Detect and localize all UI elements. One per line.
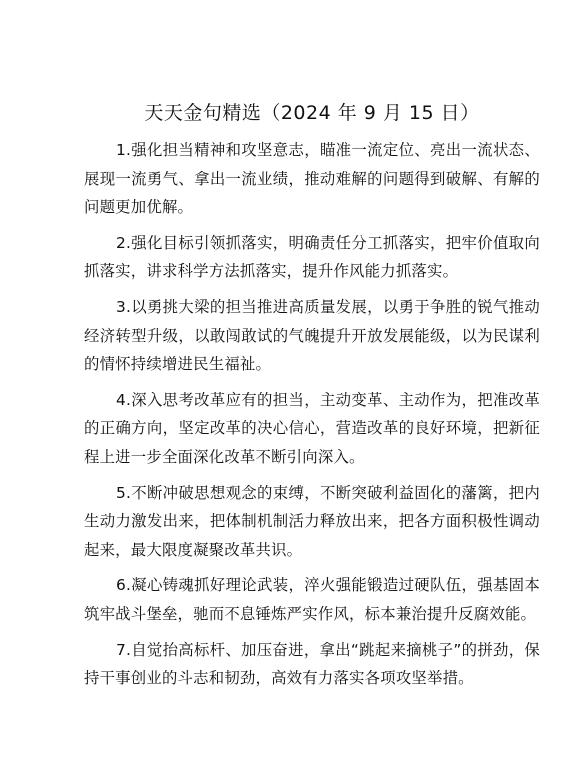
quote-paragraph-4: 4.深入思考改革应有的担当，主动变革、主动作为，把准改革的正确方向，坚定改革的决心信心，营造改革的良好环境，把新征程上进一步全面深化改革不断引向深入。 xyxy=(84,390,540,466)
quote-paragraph-7: 7.自觉抬高标杆、加压奋进，拿出“跳起来摘桃子”的拼劲，保持干事创业的斗志和韧劲，高效有力落实各项攻坚举措。 xyxy=(84,640,540,688)
quote-paragraph-3: 3.以勇挑大梁的担当推进高质量发展，以勇于争胜的锐气推动经济转型升级，以敢闯敢试的气魄提升开放发展能级，以为民谋利的情怀持续增进民生福祉。 xyxy=(84,297,540,374)
document-title: 天天金句精选（2024 年 9 月 15 日） xyxy=(144,102,480,124)
quote-paragraph-2: 2.强化目标引领抓落实，明确责任分工抓落实，把牢价值取向抓落实，讲求科学方法抓落实，提升作风能力抓落实。 xyxy=(84,233,540,281)
quote-paragraph-1: 1.强化担当精神和攻坚意志，瞄准一流定位、亮出一流状态、展现一流勇气、拿出一流业绩，推动难解的问题得到破解、有解的问题更加优解。 xyxy=(84,141,540,217)
quote-paragraph-6: 6.凝心铸魂抓好理论武装，淬火强能锻造过硬队伍，强基固本筑牢战斗堡垒，驰而不息锤炼严实作风，标本兼治提升反腐效能。 xyxy=(84,576,540,623)
quote-paragraph-5: 5.不断冲破思想观念的束缚，不断突破利益固化的藩篱，把内生动力激发出来，把体制机制活力释放出来，把各方面积极性调动起来，最大限度凝聚改革共识。 xyxy=(84,483,540,559)
quote-list xyxy=(84,136,540,693)
